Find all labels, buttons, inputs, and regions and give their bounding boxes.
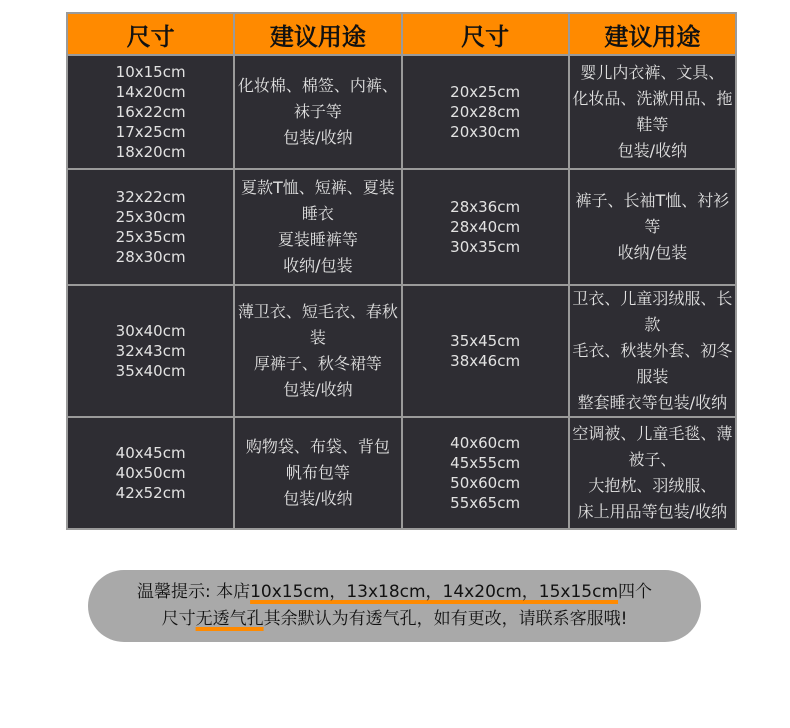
usage-cell xyxy=(234,285,401,417)
size-cell xyxy=(67,417,234,529)
cell-line: 购物袋、布袋、背包 xyxy=(245,437,390,456)
cell-line: 42x52cm xyxy=(115,484,186,502)
cell-line: 40x45cm xyxy=(115,444,186,462)
cell-line: 10x15cm xyxy=(115,63,186,81)
cell-line: 夏款T恤、短裤、夏装睡衣 xyxy=(240,178,395,223)
cell-line: 28x36cm xyxy=(450,198,521,216)
header-usage: 建议用途 xyxy=(569,13,736,55)
size-cell xyxy=(402,55,569,169)
cell-line: 袜子等 xyxy=(293,102,342,121)
usage-cell xyxy=(569,285,736,417)
usage-cell xyxy=(234,169,401,285)
usage-cell xyxy=(569,169,736,285)
cell-line: 32x43cm xyxy=(115,342,186,360)
cell-line: 卫衣、儿童羽绒服、长款 xyxy=(572,289,733,334)
cell-line: 25x35cm xyxy=(115,228,186,246)
notice-prefix: 温馨提示: 本店 xyxy=(136,582,251,602)
size-cell xyxy=(67,169,234,285)
cell-line: 20x25cm xyxy=(450,83,521,101)
usage-cell xyxy=(234,417,401,529)
cell-line: 包装/收纳 xyxy=(617,141,688,160)
notice-sizes-highlight: 10x15cm，13x18cm，14x20cm，15x15cm xyxy=(250,582,619,602)
header-size: 尺寸 xyxy=(67,13,234,55)
cell-line: 35x40cm xyxy=(115,362,186,380)
cell-line: 30x40cm xyxy=(115,322,186,340)
cell-line: 包装/收纳 xyxy=(283,489,353,508)
cell-line: 35x45cm xyxy=(450,332,521,350)
cell-line: 帆布包等 xyxy=(285,463,350,482)
notice-suffix: 其余默认为有透气孔，如有更改，请联系客服哦! xyxy=(263,609,628,629)
size-cell xyxy=(402,285,569,417)
cell-line: 空调被、儿童毛毯、薄被子、 xyxy=(572,424,733,469)
cell-line: 毛衣、秋装外套、初冬服装 xyxy=(572,341,733,386)
cell-line: 28x40cm xyxy=(450,218,521,236)
header-size: 尺寸 xyxy=(402,13,569,55)
cell-line: 裤子、长袖T恤、衬衫等 xyxy=(575,191,730,236)
cell-line: 化妆棉、棉签、内裤、 xyxy=(237,76,398,95)
table-row xyxy=(67,55,736,169)
table-row xyxy=(67,169,736,285)
cell-line: 大抱枕、羽绒服、 xyxy=(588,476,717,495)
cell-line: 包装/收纳 xyxy=(283,128,353,147)
notice-line2-start: 尺寸 xyxy=(161,609,196,629)
usage-cell xyxy=(569,417,736,529)
usage-cell xyxy=(569,55,736,169)
size-cell xyxy=(67,285,234,417)
size-usage-table xyxy=(66,12,737,530)
cell-line: 薄卫衣、短毛衣、春秋装 xyxy=(237,302,398,347)
cell-line: 14x20cm xyxy=(115,83,186,101)
cell-line: 40x60cm xyxy=(450,434,521,452)
cell-line: 30x35cm xyxy=(450,238,521,256)
cell-line: 收纳/包装 xyxy=(283,256,353,275)
table-row xyxy=(67,417,736,529)
cell-line: 20x28cm xyxy=(450,103,521,121)
cell-line: 32x22cm xyxy=(115,188,186,206)
cell-line: 夏装睡裤等 xyxy=(277,230,358,249)
cell-line: 38x46cm xyxy=(450,352,521,370)
cell-line: 28x30cm xyxy=(115,248,186,266)
cell-line: 16x22cm xyxy=(115,103,186,121)
cell-line: 婴儿内衣裤、文具、 xyxy=(580,63,725,82)
cell-line: 20x30cm xyxy=(450,123,521,141)
size-cell xyxy=(67,55,234,169)
cell-line: 17x25cm xyxy=(115,123,186,141)
cell-line: 45x55cm xyxy=(450,454,521,472)
notice-no-vent-highlight: 无透气孔 xyxy=(195,609,264,629)
size-cell xyxy=(402,417,569,529)
header-usage: 建议用途 xyxy=(234,13,401,55)
size-cell xyxy=(402,169,569,285)
cell-line: 床上用品等包装/收纳 xyxy=(577,502,728,521)
cell-line: 18x20cm xyxy=(115,143,186,161)
usage-cell xyxy=(234,55,401,169)
cell-line: 整套睡衣等包装/收纳 xyxy=(577,393,728,412)
cell-line: 化妆品、洗漱用品、拖鞋等 xyxy=(572,89,733,134)
cell-line: 55x65cm xyxy=(450,494,521,512)
notice-banner xyxy=(88,570,701,642)
table-row xyxy=(67,285,736,417)
cell-line: 25x30cm xyxy=(115,208,186,226)
cell-line: 厚裤子、秋冬裙等 xyxy=(253,354,382,373)
cell-line: 收纳/包装 xyxy=(617,243,688,262)
notice-mid: 四个 xyxy=(618,582,653,602)
cell-line: 50x60cm xyxy=(450,474,521,492)
cell-line: 40x50cm xyxy=(115,464,186,482)
cell-line: 包装/收纳 xyxy=(283,380,353,399)
